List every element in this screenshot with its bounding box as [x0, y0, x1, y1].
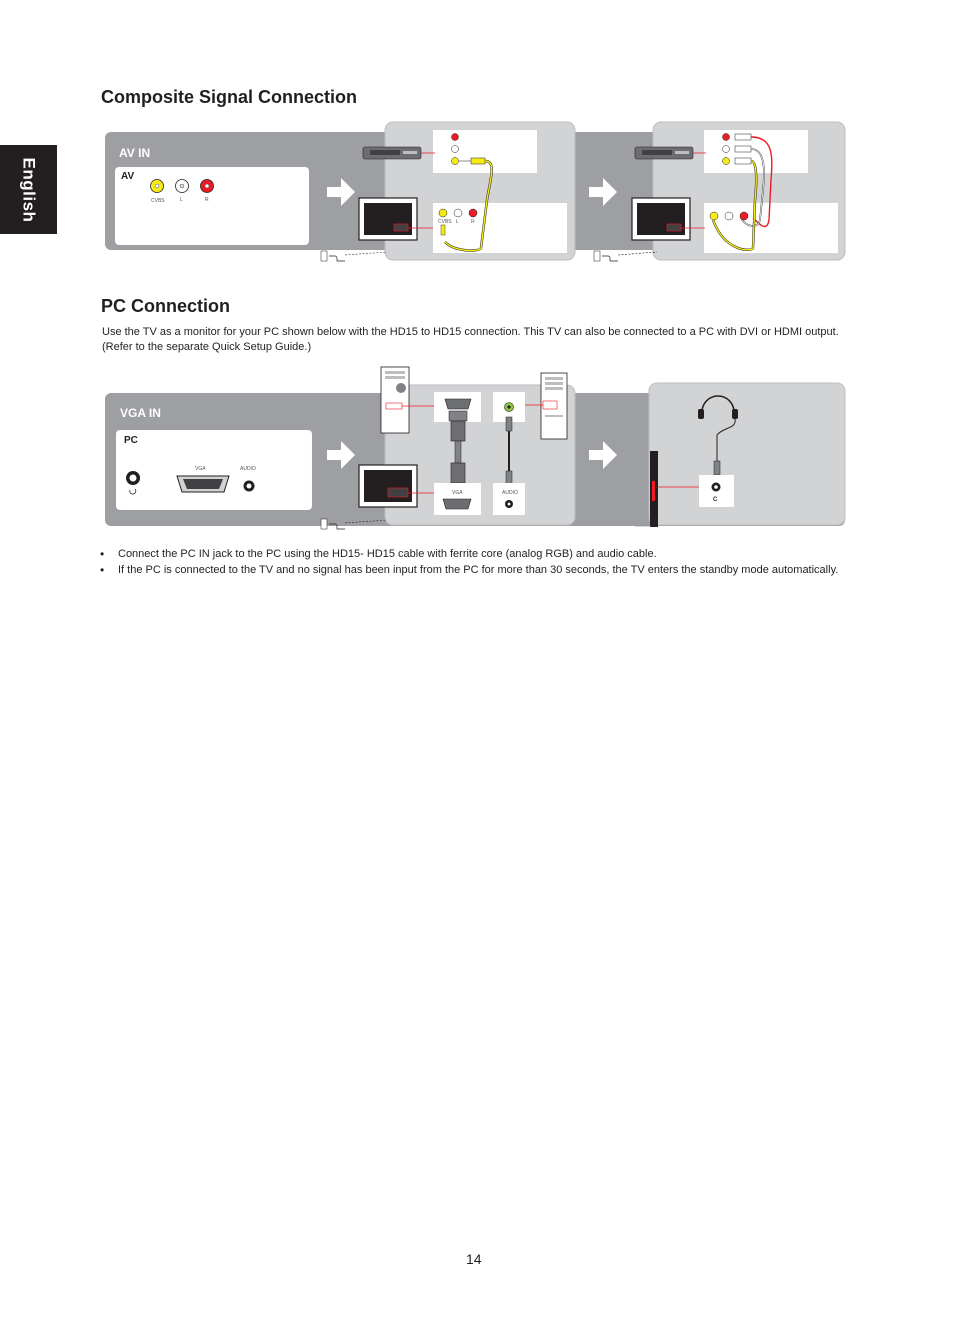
composite-heading: Composite Signal Connection — [101, 87, 358, 107]
note-item: • If the PC is connected to the TV and no signal has been input from the PC for more than 30 seconds, the TV enters the standby mode automatically. — [100, 563, 860, 577]
yellow-plug-icon — [735, 158, 751, 164]
zoom-panel-headphone — [649, 383, 845, 525]
audio-l-label: L — [180, 197, 183, 203]
av-jacks — [151, 180, 214, 205]
audio-r-label: R — [205, 197, 209, 203]
av-panel — [115, 167, 309, 245]
tv-r-label: R — [471, 219, 475, 225]
vga-in-title: VGA IN — [120, 406, 161, 420]
device-port-box — [433, 130, 537, 173]
tv-audio-label: AUDIO — [502, 490, 518, 496]
tv-l-label: L — [456, 219, 459, 225]
av-subtitle: AV — [121, 171, 135, 182]
tv-back-icon — [632, 198, 690, 240]
pc-tower-icon — [541, 373, 567, 439]
device-cvbs-jack-icon — [723, 158, 730, 165]
red-plug-icon — [735, 134, 751, 140]
tv-cvbs-jack-icon — [710, 212, 718, 220]
pc-panel — [116, 430, 312, 510]
tv-back-icon — [359, 465, 417, 507]
pc-tower-icon — [381, 367, 409, 433]
device-r-jack-icon — [452, 134, 459, 141]
power-plug-icon — [321, 251, 387, 261]
tv-port-box — [433, 203, 567, 253]
vga-label: VGA — [195, 466, 206, 472]
notes-list — [100, 547, 860, 579]
power-plug-icon — [594, 251, 657, 261]
page-number: 14 — [466, 1251, 482, 1267]
tv-l-jack-icon — [454, 209, 462, 217]
tv-back-icon — [359, 198, 417, 240]
cvbs-label: CVBS — [151, 198, 165, 204]
vga-cable-head — [451, 421, 465, 441]
pc-intro: Use the TV as a monitor for your PC shown below with the HD15 to HD15 connection. This TV can also be connected to a PC with DVI or HDMI output. (Refer to the separate Quick Setup Guide.) — [102, 326, 839, 353]
dvd-player-icon — [363, 147, 421, 159]
tv-cvbs-label: CVBS — [438, 219, 452, 225]
language-tab — [0, 145, 57, 234]
tv-vga-label: VGA — [452, 490, 463, 496]
av-in-title: AV IN — [119, 146, 151, 160]
tv-port-box-2 — [704, 203, 838, 253]
device-cvbs-jack-icon — [452, 158, 459, 165]
pc-heading: PC Connection — [101, 296, 230, 316]
tv-l-jack-icon — [725, 212, 733, 220]
tv-r-jack-icon — [740, 212, 748, 220]
audio-label: AUDIO — [240, 466, 256, 472]
pc-subtitle: PC — [124, 435, 138, 446]
device-r-jack-icon — [723, 134, 730, 141]
language-tab-label: English — [19, 157, 39, 222]
dvd-player-icon — [635, 147, 693, 159]
pc-diagram — [105, 363, 850, 533]
tv-r-jack-icon — [469, 209, 477, 217]
tv-vga-port-icon — [443, 499, 471, 509]
vga-cable — [455, 441, 461, 463]
vga-port-icon — [177, 476, 229, 492]
composite-diagram — [105, 120, 850, 265]
headphone-label: C — [713, 497, 718, 503]
device-l-jack-icon — [452, 146, 459, 153]
vga-connector-icon — [445, 399, 471, 409]
note-item: • Connect the PC IN jack to the PC using the HD15- HD15 cable with ferrite core (analog RGB) and audio cable. — [100, 547, 860, 561]
audio-jack-icon — [244, 481, 255, 492]
white-plug-icon — [735, 146, 751, 152]
vga-cable-head — [451, 463, 465, 483]
device-l-jack-icon — [723, 146, 730, 153]
tv-cvbs-jack-icon — [439, 209, 447, 217]
tv-audio-box — [493, 483, 525, 515]
